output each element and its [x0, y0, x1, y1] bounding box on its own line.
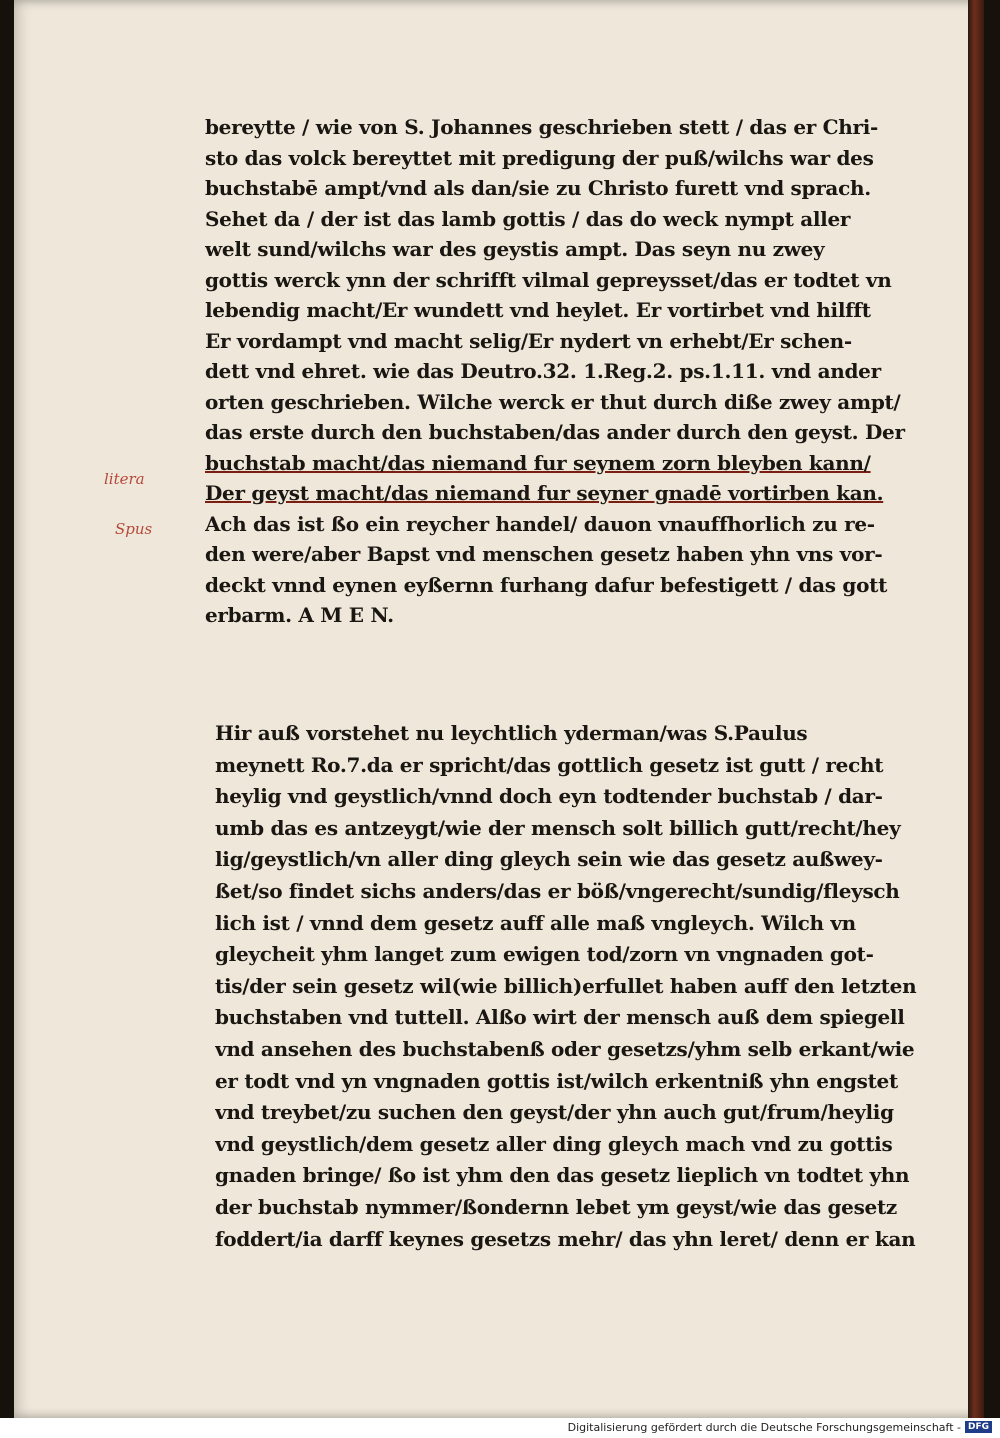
- text-line-content: meynett Ro.7.da er spricht/das gottlich gesetz ist gutt / recht: [215, 752, 884, 777]
- text-line: [205, 295, 930, 326]
- text-line: [205, 478, 930, 509]
- text-line-content: gleycheit yhm langet zum ewigen tod/zorn vn vngnaden got-: [215, 942, 874, 967]
- text-line: [205, 570, 930, 601]
- text-line-content: ßet/so findet sichs anders/das er böß/vngerecht/sundig/fleysch: [215, 878, 900, 903]
- text-line-content: vnd geystlich/dem gesetz aller ding gleych mach vnd zu gottis: [215, 1131, 893, 1156]
- text-line: [215, 1224, 925, 1256]
- text-line: [215, 1129, 925, 1161]
- text-line-content: gnaden bringe/ ßo ist yhm den das gesetz lieplich vn todtet yhn: [215, 1163, 910, 1188]
- text-line: [215, 939, 925, 971]
- text-line-content: sto das volck bereyttet mit predigung der puß/wilchs war des: [205, 145, 874, 170]
- text-line: [215, 1097, 925, 1129]
- digitization-footer: [568, 1418, 992, 1436]
- text-line: [215, 781, 925, 813]
- text-line-content: lig/geystlich/vn aller ding gleych sein wie das gesetz außwey-: [215, 847, 883, 872]
- text-line: [215, 1066, 925, 1098]
- text-line-content: heylig vnd geystlich/vnnd doch eyn todtender buchstab / dar-: [215, 784, 883, 809]
- text-line: [205, 387, 930, 418]
- dfg-logo: DFG: [965, 1421, 992, 1433]
- text-line: [215, 813, 925, 845]
- text-line-content: buchstaben vnd tuttell. Alßo wirt der mensch auß dem spiegell: [215, 1005, 905, 1030]
- paragraph-1: [205, 112, 930, 631]
- text-line: [215, 971, 925, 1003]
- text-line-content: buchstab macht/das niemand fur seynem zorn bleyben kann/: [205, 450, 871, 475]
- text-line-content: welt sund/wilchs war des geystis ampt. Das seyn nu zwey: [205, 237, 825, 261]
- page-edge: [968, 0, 984, 1418]
- text-line-content: orten geschrieben. Wilche werck er thut durch diße zwey ampt/: [205, 389, 901, 414]
- text-line-content: gottis werck ynn der schrifft vilmal gepreysset/das er todtet vn: [205, 267, 892, 292]
- text-line-content: bereytte / wie von S. Johannes geschrieben stett / das er Chri-: [205, 115, 879, 139]
- text-line: [215, 908, 925, 940]
- text-line-content: er todt vnd yn vngnaden gottis ist/wilch erkentniß yhn engstet: [215, 1068, 898, 1093]
- text-line: [205, 539, 930, 570]
- text-line-content: Sehet da / der ist das lamb gottis / das do weck nympt aller: [205, 206, 851, 231]
- text-line-content: Er vordampt vnd macht selig/Er nydert vn erhebt/Er schen-: [205, 328, 852, 353]
- marginal-note-spus: Spus: [115, 520, 153, 538]
- text-line-content: foddert/ia darff keynes gesetzs mehr/ das yhn leret/ denn er kan: [215, 1226, 916, 1251]
- text-line-content: buchstabē ampt/vnd als dan/sie zu Christo furett vnd sprach.: [205, 176, 871, 200]
- text-line-content: der buchstab nymmer/ßondernn lebet ym geyst/wie das gesetz: [215, 1194, 897, 1219]
- text-line-content: lich ist / vnnd dem gesetz auff alle maß vngleych. Wilch vn: [215, 910, 856, 935]
- marginal-note-litera: litera: [104, 470, 145, 488]
- text-line: [205, 417, 930, 448]
- text-line: [205, 448, 930, 479]
- text-line-content: den were/aber Bapst vnd menschen gesetz haben yhn vns vor-: [205, 542, 883, 566]
- text-line-content: vnd ansehen des buchstabenß oder gesetzs/yhm selb erkant/wie: [215, 1036, 915, 1061]
- text-line-content: Der geyst macht/das niemand fur seyner gnadē vortirben kan.: [205, 481, 884, 505]
- text-line: [215, 876, 925, 908]
- text-line: [215, 1192, 925, 1224]
- text-line: [215, 1002, 925, 1034]
- text-line-content: dett vnd ehret. wie das Deutro.32. 1.Reg.2. ps.1.11. vnd ander: [205, 359, 881, 383]
- text-line: [215, 1034, 925, 1066]
- text-line-content: Ach das ist ßo ein reycher handel/ dauon vnauffhorlich zu re-: [205, 511, 875, 536]
- text-line-content: tis/der sein gesetz wil(wie billich)erfullet haben auff den letzten: [215, 973, 917, 998]
- text-line: [205, 112, 930, 143]
- text-line: [205, 143, 930, 174]
- text-line: [205, 265, 930, 296]
- text-line: [205, 509, 930, 540]
- text-line: [215, 718, 925, 750]
- text-line-content: vnd treybet/zu suchen den geyst/der yhn auch gut/frum/heylig: [215, 1100, 894, 1125]
- text-line-content: deckt vnnd eynen eyßernn furhang dafur befestigett / das gott: [205, 572, 888, 597]
- text-line: [205, 234, 930, 265]
- text-line: [205, 356, 930, 387]
- text-line-content: das erste durch den buchstaben/das ander durch den geyst. Der: [205, 420, 905, 444]
- text-line: [205, 204, 930, 235]
- paragraph-2: [215, 718, 925, 1255]
- text-line-content: umb das es antzeygt/wie der mensch solt billich gutt/recht/hey: [215, 815, 901, 840]
- text-line: [215, 844, 925, 876]
- text-line-content: Hir auß vorstehet nu leychtlich yderman/was S.Paulus: [215, 721, 808, 745]
- text-line: [205, 600, 930, 631]
- text-line-content: lebendig macht/Er wundett vnd heylet. Er vortirbet vnd hilfft: [205, 298, 871, 322]
- text-line-content: erbarm. A M E N.: [205, 603, 394, 627]
- text-line: [205, 326, 930, 357]
- text-line: [215, 750, 925, 782]
- text-line: [205, 173, 930, 204]
- footer-credit: Digitalisierung gefördert durch die Deutsche Forschungsgemeinschaft -: [567, 1420, 961, 1434]
- text-line: [215, 1160, 925, 1192]
